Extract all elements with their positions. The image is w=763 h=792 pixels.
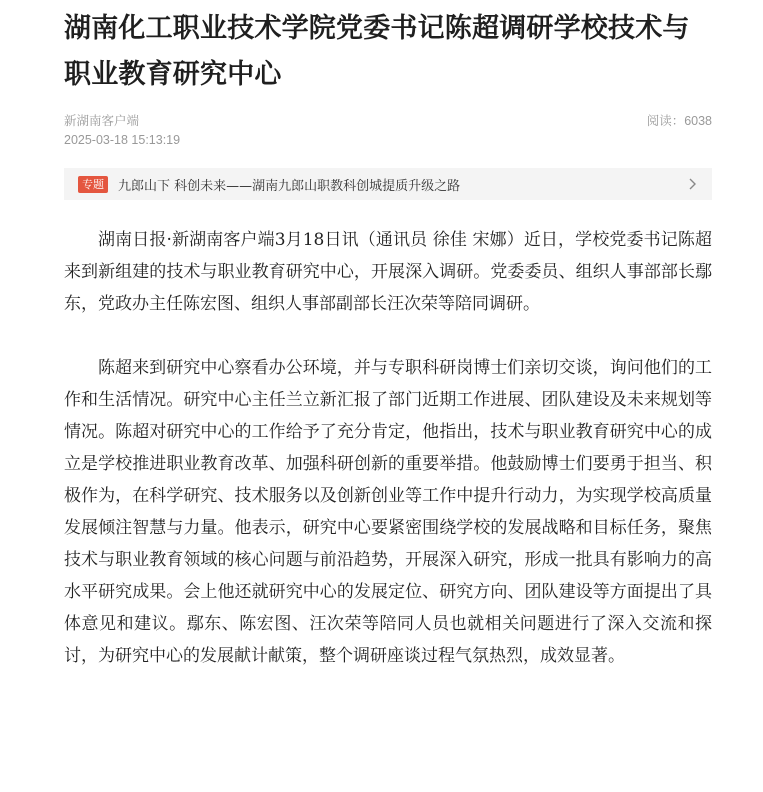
chevron-right-icon[interactable] [684, 176, 700, 192]
article-meta [64, 112, 712, 152]
read-count: 阅读：6038 [646, 114, 712, 128]
article-paragraph: 湖南日报·新湖南客户端3月18日讯（通讯员 徐佳 宋娜）近日，学校党委书记陈超来到新组建的技术与职业教育研究中心，开展深入调研。党委委员、组织人事部部长鄢东，党政办主任陈宏图、组织人事部副部长汪次荣等陪同调研。 [64, 230, 712, 314]
article-source: 新湖南客户端 [64, 114, 140, 128]
topic-badge: 专题 [78, 176, 108, 193]
publish-time: 2025-03-18 15:13:19 [64, 133, 181, 147]
article-paragraph: 陈超来到研究中心察看办公环境，并与专职科研岗博士们亲切交谈，询问他们的工作和生活情况。研究中心主任兰立新汇报了部门近期工作进展、团队建设及未来规划等情况。陈超对研究中心的工作给予了充分肯定，他指出，技术与职业教育研究中心的成立是学校推进职业教育改革、加强科研创新的重要举措。他鼓励博士们要勇于担当、积极作为，在科学研究、技术服务以及创新创业等工作中提升行动力，为实现学校高质量发展倾注智慧与力量。他表示，研究中心要紧密围绕学校的发展战略和目标任务，聚焦技术与职业教育领域的核心问题与前沿趋势，开展深入研究，形成一批具有影响力的高水平研究成果。会上他还就研究中心的发展定位、研究方向、团队建设等方面提出了具体意见和建议。鄢东、陈宏图、汪次荣等陪同人员也就相关问题进行了深入交流和探讨，为研究中心的发展献计献策，整个调研座谈过程气氛热烈，成效显著。 [64, 358, 712, 666]
topic-link-bar[interactable] [64, 168, 712, 200]
article-title: 湖南化工职业技术学院党委书记陈超调研学校技术与职业教育研究中心 [64, 13, 690, 90]
topic-title[interactable]: 九郎山下 科创未来——湖南九郎山职教科创城提质升级之路 [118, 178, 461, 194]
article-page [64, 0, 712, 704]
article-body [64, 224, 712, 672]
